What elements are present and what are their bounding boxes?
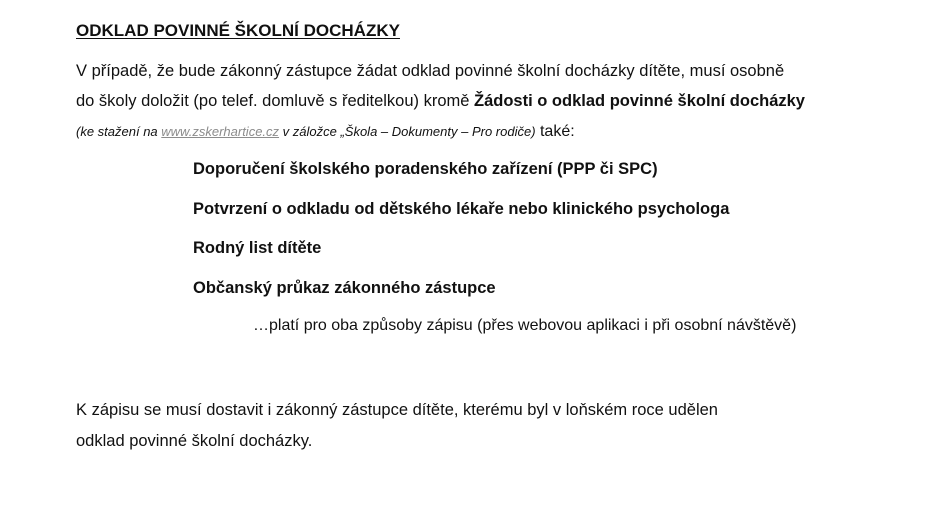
download-prefix: (ke stažení na xyxy=(76,124,162,139)
required-document-3: Rodný list dítěte xyxy=(193,239,322,257)
intro-line-3 xyxy=(76,122,575,142)
application-name: Žádosti o odklad povinné školní docházky xyxy=(474,92,805,110)
enrollment-note: …platí pro oba způsoby zápisu (přes webovou aplikaci i při osobní návštěvě) xyxy=(253,317,797,334)
section-heading: ODKLAD POVINNÉ ŠKOLNÍ DOCHÁZKY xyxy=(76,21,400,40)
intro-line-1: V případě, že bude zákonný zástupce žádat odklad povinné školní docházky dítěte, musí osobně xyxy=(76,62,785,80)
intro-line-2-text: do školy doložit (po telef. domluvě s ředitelkou) kromě xyxy=(76,92,475,110)
required-document-2: Potvrzení o odkladu od dětského lékaře nebo klinického psychologa xyxy=(193,200,730,218)
also-text: také: xyxy=(535,123,575,140)
download-suffix: v záložce „Škola – Dokumenty – Pro rodiče) xyxy=(279,124,536,139)
footer-line-1: K zápisu se musí dostavit i zákonný zástupce dítěte, kterému byl v loňském roce udělen xyxy=(76,401,718,419)
school-website-link[interactable]: www.zskerhartice.cz xyxy=(161,124,280,139)
required-document-1: Doporučení školského poradenského zařízení (PPP či SPC) xyxy=(193,160,658,178)
required-document-4: Občanský průkaz zákonného zástupce xyxy=(193,279,496,297)
footer-line-2: odklad povinné školní docházky. xyxy=(76,432,313,450)
intro-line-2 xyxy=(76,91,805,111)
